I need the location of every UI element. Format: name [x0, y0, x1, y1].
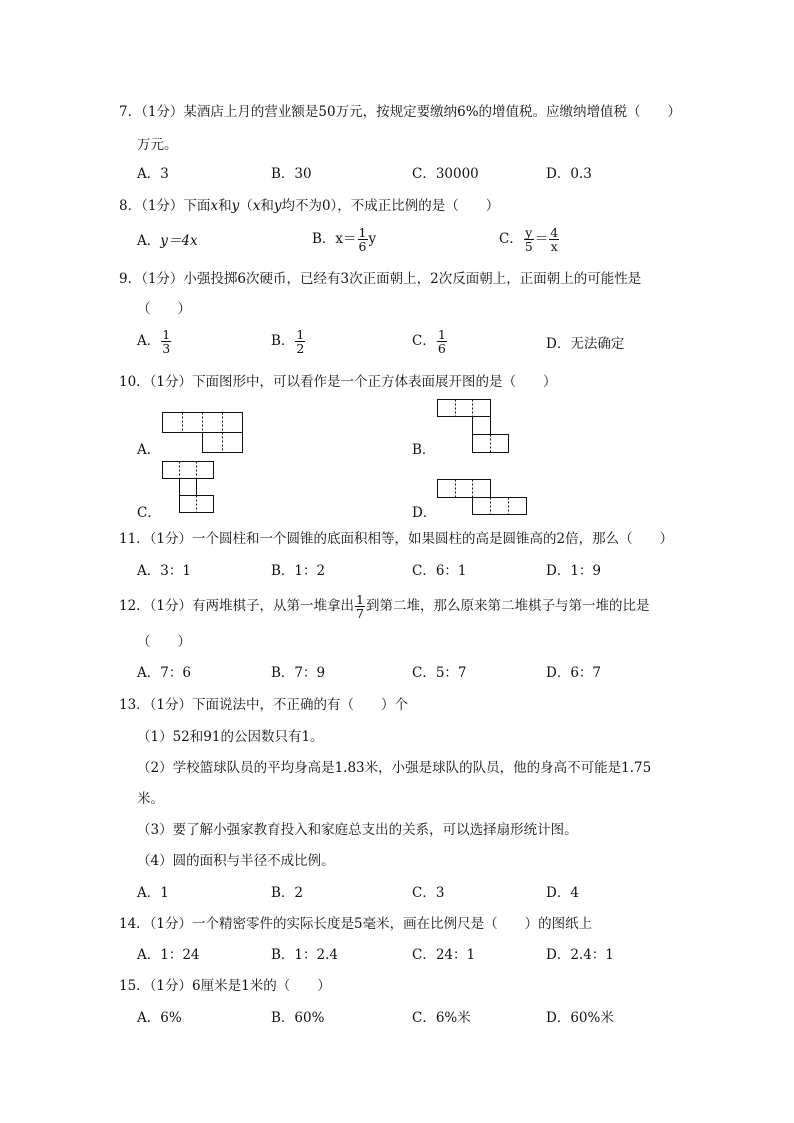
q13-statement-2-cont: 米。 — [137, 791, 164, 807]
q9-a-fraction: $\frac{1}{3}$ — [162, 327, 171, 356]
q8-c-fraction-left: $\frac{y}{5}$ — [524, 225, 533, 254]
q13-stem: 13．（1分）下面说法中，不正确的有（ ）个 — [119, 697, 409, 713]
q14-option-a[interactable]: A．1：24 — [137, 947, 200, 963]
q9-stem-cont: （ ） — [137, 301, 191, 317]
q9-option-c[interactable]: C． $\frac{1}{6}$ — [412, 327, 446, 356]
q9-c-fraction: $\frac{1}{6}$ — [437, 327, 446, 356]
q10-option-b[interactable]: B． — [412, 442, 436, 458]
q10-net-b — [437, 399, 511, 454]
q15-option-c[interactable]: C．6%米 — [412, 1010, 471, 1026]
q13-statement-1: （1）52和91的公因数只有1。 — [137, 729, 324, 745]
q8-c-fraction-right: $\frac{4}{x}$ — [550, 225, 559, 254]
q13-statement-2: （2）学校篮球队员的平均身高是1.83米，小强是球队的队员，他的身高不可能是1.75 — [137, 760, 652, 776]
q15-option-d[interactable]: D．60%米 — [546, 1010, 614, 1026]
q8-b-fraction: $\frac{1}{6}$ — [358, 225, 367, 254]
q14-option-b[interactable]: B．1：2.4 — [271, 947, 338, 963]
q11-option-c[interactable]: C．6：1 — [412, 563, 467, 579]
q12-option-b[interactable]: B．7：9 — [271, 665, 326, 681]
q13-option-b[interactable]: B．2 — [271, 885, 304, 901]
q7-option-c[interactable]: C．30000 — [412, 166, 479, 182]
q10-option-c[interactable]: C． — [137, 505, 161, 521]
q8-option-b[interactable]: B．x＝ $\frac{1}{6}$ y — [312, 225, 377, 254]
q12-option-d[interactable]: D．6：7 — [546, 665, 602, 681]
q15-option-a[interactable]: A．6% — [137, 1010, 182, 1026]
q12-fraction: $\frac{1}{7}$ — [356, 592, 364, 621]
q15-stem: 15．（1分）6厘米是1米的（ ） — [119, 978, 331, 994]
q7-option-a[interactable]: A．3 — [137, 166, 169, 182]
q11-option-a[interactable]: A．3：1 — [137, 563, 191, 579]
q14-option-c[interactable]: C．24：1 — [412, 947, 476, 963]
q9-option-a[interactable]: A． $\frac{1}{3}$ — [137, 327, 171, 356]
q8-option-a[interactable]: A．y＝4x — [137, 233, 198, 249]
q7-option-d[interactable]: D．0.3 — [546, 166, 592, 182]
q8-stem: 8．（1分）下面x和y（x和y均不为0），不成正比例的是（ ） — [119, 198, 500, 214]
q10-net-d — [437, 479, 529, 517]
q13-option-c[interactable]: C．3 — [412, 885, 445, 901]
q10-option-a[interactable]: A． — [137, 442, 161, 458]
q9-option-b[interactable]: B． $\frac{1}{2}$ — [271, 327, 305, 356]
q12-option-a[interactable]: A．7：6 — [137, 665, 191, 681]
q8-option-c[interactable]: C． $\frac{y}{5}$ ＝ $\frac{4}{x}$ — [499, 225, 559, 254]
q7-option-b[interactable]: B．30 — [271, 166, 312, 182]
q7-stem: 7．（1分）某酒店上月的营业额是50万元，按规定要缴纳6%的增值税。应缴纳增值税（ ） — [119, 104, 682, 120]
q12-option-c[interactable]: C．5：7 — [412, 665, 467, 681]
q13-option-d[interactable]: D．4 — [546, 885, 579, 901]
q14-stem: 14．（1分）一个精密零件的实际长度是5毫米，画在比例尺是（ ）的图纸上 — [119, 916, 593, 932]
q10-stem: 10．（1分）下面图形中，可以看作是一个正方体表面展开图的是（ ） — [119, 374, 557, 390]
q10-net-a — [162, 412, 244, 454]
q15-option-b[interactable]: B．60% — [271, 1010, 325, 1026]
q9-option-d[interactable]: D．无法确定 — [546, 336, 625, 352]
q11-option-b[interactable]: B．1：2 — [271, 563, 326, 579]
q7-stem-cont: 万元。 — [137, 137, 178, 153]
q13-statement-4: （4）圆的面积与半径不成比例。 — [137, 853, 335, 869]
q11-stem: 11．（1分）一个圆柱和一个圆锥的底面积相等，如果圆柱的高是圆锥高的2倍，那么（ ） — [119, 531, 674, 547]
q9-b-fraction: $\frac{1}{2}$ — [296, 327, 305, 356]
q12-stem-cont: （ ） — [137, 634, 191, 650]
q13-statement-3: （3）要了解小强家教育投入和家庭总支出的关系，可以选择扇形统计图。 — [137, 822, 578, 838]
q10-option-d[interactable]: D． — [412, 505, 437, 521]
q11-option-d[interactable]: D．1：9 — [546, 563, 602, 579]
q12-stem: 12．（1分）有两堆棋子，从第一堆拿出 $\frac{1}{7}$ 到第二堆，那么原来第二堆棋子与第一堆的比是 — [119, 592, 650, 621]
q10-net-c — [162, 461, 217, 516]
q9-stem: 9．（1分）小强投掷6次硬币，已经有3次正面朝上，2次反面朝上，正面朝上的可能性是 — [119, 271, 642, 287]
q13-option-a[interactable]: A．1 — [137, 885, 169, 901]
q14-option-d[interactable]: D．2.4：1 — [546, 947, 614, 963]
